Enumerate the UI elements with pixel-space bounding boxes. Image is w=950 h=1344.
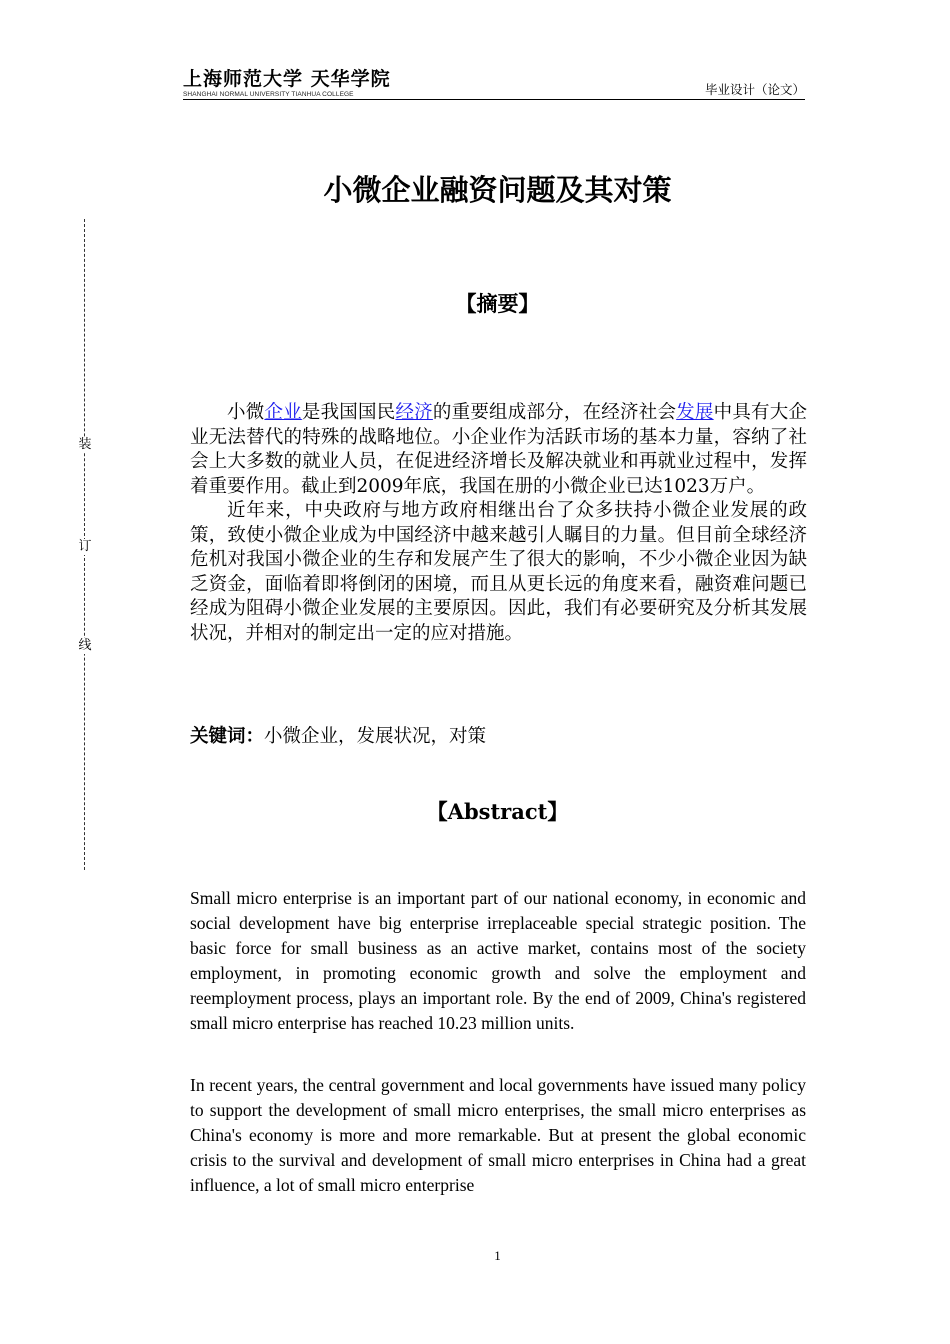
link-economy[interactable]: 经济 [395,402,433,423]
abstract-en-text-2: In recent years, the central government and local governments have issued many policy to support the development of small micro enterprises, the small micro enterprises as China's economy is more and more remarkable. But at present the global economic crisis to the survival and development of small micro enterprises in China had a great influence, a lot of small micro enterprise [190,1075,806,1195]
abstract-cn-heading: 【摘要】 [455,291,540,316]
text-span: 中具有大企业无法替代的特殊的战略地位。小企业作为活跃市场的基本力量，容纳了社会上大多数的就业人员，在促进经济增长及解决就业和再就业过程中，发挥着重要作用。截止到2009年底，我国在册的小微企业已达1023万户。 [190,402,807,497]
binding-char-ding: 订 [78,539,92,554]
link-enterprise[interactable]: 企业 [264,402,302,423]
abstract-en-paragraph-1 [190,886,806,1036]
keywords-value: 小微企业，发展状况，对策 [264,726,487,747]
abstract-cn-paragraph-1 [190,401,807,499]
text-span: 的重要组成部分，在经济社会 [432,402,677,423]
binding-char-xian: 线 [78,638,92,653]
page-number: 1 [494,1248,501,1263]
text-span: 是我国国民 [301,402,396,423]
binding-char-zhuang: 装 [78,437,92,452]
link-development[interactable]: 发展 [676,402,714,423]
document-type-label: 毕业设计（论文） [704,82,805,97]
page-title: 小微企业融资问题及其对策 [323,173,672,207]
abstract-en-heading: 【Abstract】 [426,799,569,824]
text-span: 小微 [227,402,265,423]
abstract-cn-paragraph-2: 近年来，中央政府与地方政府相继出台了众多扶持小微企业发展的政策，致使小微企业成为中国经济中越来越引人瞩目的力量。但目前全球经济危机对我国小微企业的生存和发展产生了很大的影响，不少小微企业因为缺乏资金，面临着即将倒闭的困境，而且从更长远的角度来看，融资难问题已经成为阻碍小微企业发展的主要原因。因此，我们有必要研究及分析其发展状况，并相对的制定出一定的应对措施。 [190,500,807,644]
keywords-label: 关键词： [190,726,265,747]
abstract-en-paragraph-2 [190,1073,806,1198]
header-divider [183,99,805,100]
college-logo [183,68,391,99]
abstract-cn-body [190,401,807,646]
keywords-line [190,724,807,750]
logo-chinese-text: 上海师范大学 天华学院 [183,68,391,90]
logo-english-text: SHANGHAI NORMAL UNIVERSITY TIANHUA COLLEGE [183,91,354,98]
abstract-en-text-1: Small micro enterprise is an important part of our national economy, in economic and social development have big enterprise irreplaceable special strategic position. The basic force for small business as an active market, contains most of the society employment, in promoting economic growth and solve the employment and reemployment process, plays an important role. By the end of 2009, China's registered small micro enterprise has reached 10.23 million units. [190,888,806,1033]
